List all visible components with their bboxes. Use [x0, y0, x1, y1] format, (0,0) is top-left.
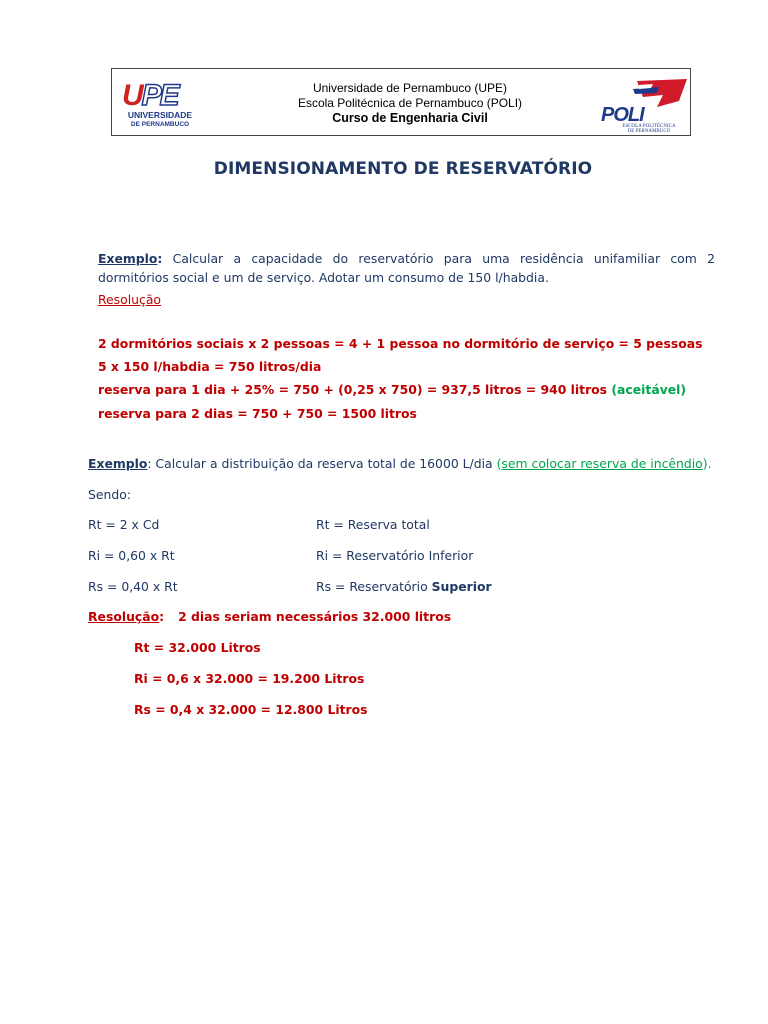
upe-logo-line2: DE PERNAMBUCO — [130, 121, 190, 128]
example1-line2: 5 x 150 l/habdia = 750 litros/dia — [98, 359, 322, 374]
example2-resolution-label: Resolução — [88, 609, 160, 624]
poli-logo-line2: DE PERNAMBUCO — [627, 129, 671, 134]
example2-statement: Exemplo: Calcular a distribuição da reserva total de 16000 L/dia (sem colocar reserva de incêndio). — [88, 456, 712, 471]
example1-line3: reserva para 1 dia + 25% = 750 + (0,25 x 750) = 937,5 litros = 940 litros (aceitável) — [98, 382, 687, 397]
header-text — [280, 81, 540, 126]
poli-logo — [599, 77, 689, 133]
sendo-label: Sendo: — [88, 487, 131, 502]
poli-logo-mark: POLI — [601, 104, 644, 126]
formula-rs: Rs = 0,40 x Rt — [88, 579, 178, 594]
formula-ri: Ri = 0,60 x Rt — [88, 548, 175, 563]
example1-label: Exemplo — [98, 251, 158, 266]
example1-text: Calcular a capacidade do reservatório para uma residência unifamiliar com 2 dormitórios social e um de serviço. Adotar um consumo de 150 l/habdia. — [98, 251, 715, 285]
upe-logo-mark: UPE — [122, 79, 178, 112]
example1-resolution-label: Resolução — [98, 292, 161, 307]
university-name: Universidade de Pernambuco (UPE) — [312, 81, 508, 95]
definition-ri: Ri = Reservatório Inferior — [316, 548, 474, 563]
upe-logo-line1: UNIVERSIDADE — [127, 110, 193, 120]
result-ri: Ri = 0,6 x 32.000 = 19.200 Litros — [134, 671, 365, 686]
example2-label: Exemplo — [88, 456, 148, 471]
example2-resolution: Resolução: 2 dias seriam necessários 32.000 litros — [88, 609, 452, 624]
poli-logo-line1: ESCOLA POLITÉCNICA — [622, 124, 676, 129]
example1-statement — [98, 249, 715, 287]
definition-rs: Rs = Reservatório Superior — [316, 579, 492, 594]
document-header — [111, 68, 691, 136]
example1-line1: 2 dormitórios sociais x 2 pessoas = 4 + 1 pessoa no dormitório de serviço = 5 pessoas — [98, 336, 703, 351]
example2-note: sem colocar reserva de incêndio — [501, 456, 703, 471]
upe-logo — [118, 77, 200, 129]
example1-colon: : — [157, 251, 163, 266]
formula-rt: Rt = 2 x Cd — [88, 517, 160, 532]
example2-resolution-text: 2 dias seriam necessários 32.000 litros — [178, 609, 452, 624]
result-rt: Rt = 32.000 Litros — [134, 640, 261, 655]
result-rs: Rs = 0,4 x 32.000 = 12.800 Litros — [134, 702, 368, 717]
school-name: Escola Politécnica de Pernambuco (POLI) — [297, 96, 523, 110]
definition-rt: Rt = Reserva total — [316, 517, 430, 532]
example1-line4: reserva para 2 dias = 750 + 750 = 1500 litros — [98, 406, 417, 421]
page-title: DIMENSIONAMENTO DE RESERVATÓRIO — [213, 159, 593, 179]
course-name: Curso de Engenharia Civil — [332, 111, 488, 125]
acceptable-note: (aceitável) — [611, 382, 687, 397]
